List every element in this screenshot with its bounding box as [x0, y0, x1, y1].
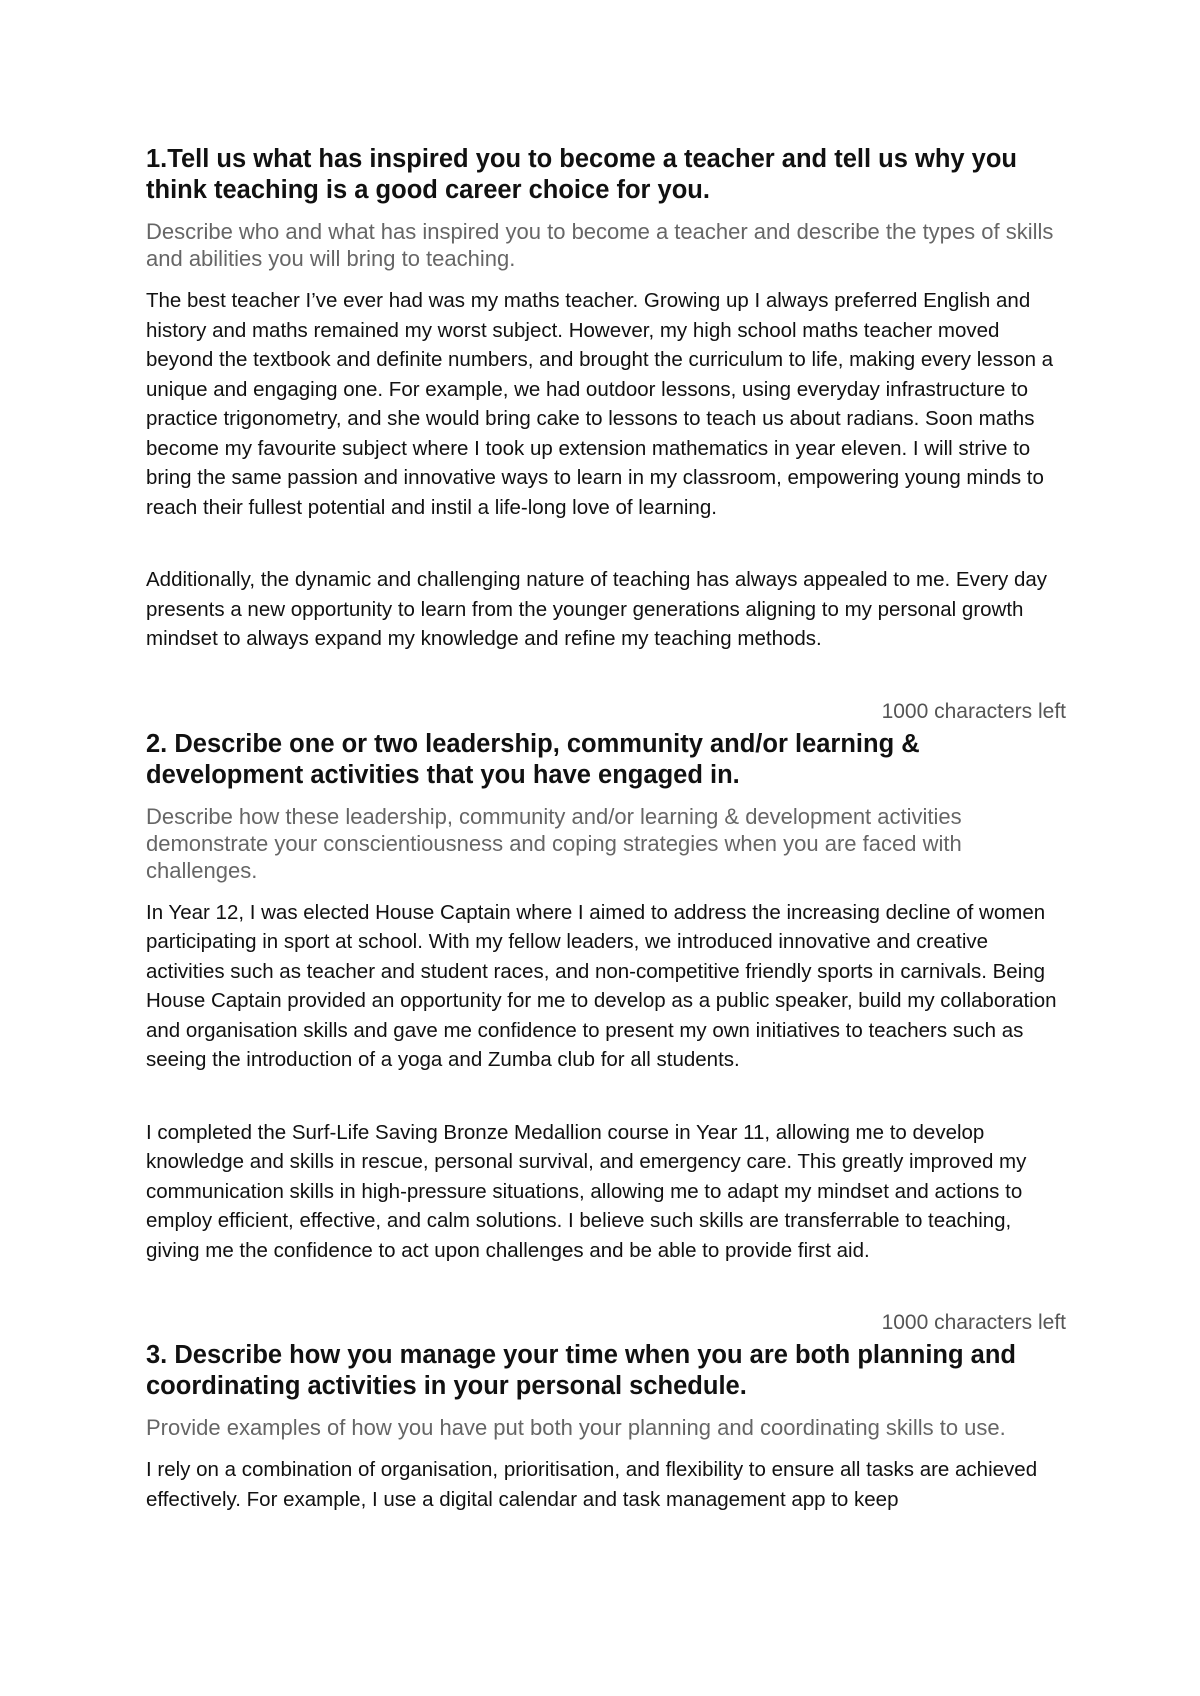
- question-2-description: Describe how these leadership, community and/or learning & development activities demonstrate your conscientiousness and coping strategies when you are faced with challenges.: [146, 803, 962, 883]
- question-1-title: 1.Tell us what has inspired you to become a teacher and tell us why you think teaching is a good career choice for you.: [146, 145, 1017, 204]
- answer-3-paragraph-1: I rely on a combination of organisation, prioritisation, and flexibility to ensure all tasks are achieved effectively. For example, I use a digital calendar and task management app to keep: [146, 1458, 1038, 1511]
- question-2-title: 2. Describe one or two leadership, community and/or learning & development activities that you have engaged in.: [146, 729, 920, 789]
- question-1-characters-left: 1000 characters left: [881, 699, 1066, 723]
- answer-1-paragraph-1: The best teacher I’ve ever had was my maths teacher. Growing up I always preferred English and history and maths remained my worst subject. However, my high school maths teacher moved beyond the textbook and definite numbers, and brought the curriculum to life, making every lesson a unique and engaging one. For example, we had outdoor lessons, using everyday infrastructure to practice trigonometry, and she would bring cake to lessons to teach us about radians. Soon maths become my favourite subject where I took up extension mathematics in year eleven. I will strive to bring the same passion and innovative ways to learn in my classroom, empowering young minds to reach their fullest potential and instil a life-long love of learning.: [146, 289, 1054, 519]
- document-content: [146, 144, 1066, 1514]
- question-section-2: [146, 729, 1066, 1337]
- question-section-1: [146, 144, 1066, 725]
- question-3-description: Provide examples of how you have put both your planning and coordinating skills to use.: [146, 1415, 1006, 1440]
- question-section-3: [146, 1340, 1066, 1514]
- question-3-answer: [146, 1455, 1066, 1514]
- question-2-answer: [146, 898, 1066, 1266]
- answer-1-paragraph-2: Additionally, the dynamic and challenging nature of teaching has always appealed to me. Every day presents a new opportunity to learn from the younger generations aligning to my personal growth mindset to always expand my knowledge and refine my teaching methods.: [146, 568, 1048, 650]
- question-1-description: Describe who and what has inspired you to become a teacher and describe the types of skills and abilities you will bring to teaching.: [146, 219, 1054, 271]
- question-2-characters-left: 1000 characters left: [881, 1311, 1066, 1334]
- answer-2-paragraph-2: I completed the Surf-Life Saving Bronze Medallion course in Year 11, allowing me to develop knowledge and skills in rescue, personal survival, and emergency care. This greatly improved my communication skills in high-pressure situations, allowing me to adapt my mindset and actions to employ efficient, effective, and calm solutions. I believe such skills are transferrable to teaching, giving me the confidence to act upon challenges and be able to provide first aid.: [146, 1120, 1027, 1262]
- question-3-title: 3. Describe how you manage your time when you are both planning and coordinating activities in your personal schedule.: [146, 1341, 1016, 1400]
- question-1-answer: [146, 286, 1066, 654]
- answer-2-paragraph-1: In Year 12, I was elected House Captain where I aimed to address the increasing decline of women participating in sport at school. With my fellow leaders, we introduced innovative and creative activities such as teacher and student races, and non-competitive friendly sports in carnivals. Being House Captain provided an opportunity for me to develop as a public speaker, build my collaboration and organisation skills and gave me confidence to present my own initiatives to teachers such as seeing the introduction of a yoga and Zumba club for all students.: [146, 900, 1057, 1071]
